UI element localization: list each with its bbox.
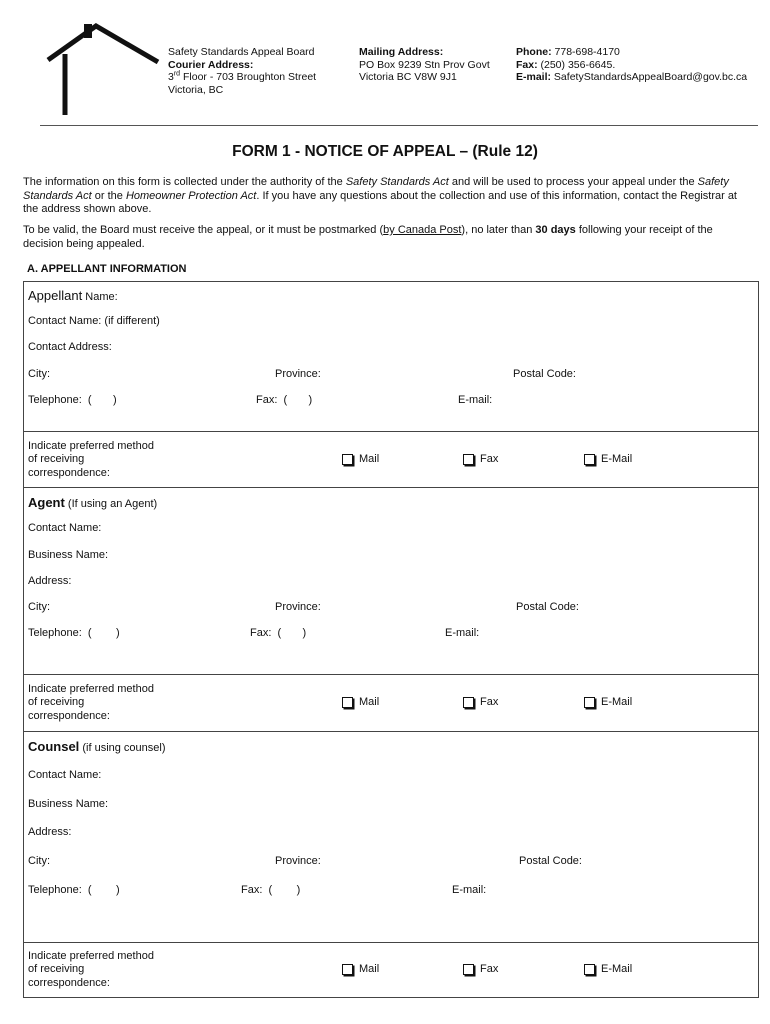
counsel-preferred-method-label: Indicate preferred method of receiving correspondence: (28, 950, 154, 989)
agent-contact-name-field[interactable]: Contact Name: (28, 522, 102, 534)
divider-pref-agent (23, 487, 759, 488)
agent-email-field[interactable]: E-mail: (445, 627, 480, 639)
agent-heading: Agent (If using an Agent) (28, 495, 158, 510)
agent-preferred-method-label: Indicate preferred method of receiving correspondence: (28, 683, 154, 722)
appellant-fax-field[interactable]: Fax: ( ) (256, 394, 313, 406)
agent-fax-checkbox[interactable]: Fax (463, 696, 498, 708)
agent-city-field[interactable]: City: (28, 601, 50, 613)
counsel-heading: Counsel (if using counsel) (28, 739, 166, 754)
fax-line: Fax: (250) 356-6645. (516, 58, 616, 71)
floor-line: 3rd Floor - 703 Broughton Street (168, 70, 317, 83)
mailing-line1: PO Box 9239 Stn Prov Govt (359, 58, 490, 71)
agent-province-field[interactable]: Province: (275, 601, 321, 613)
agent-business-name-field[interactable]: Business Name: (28, 549, 109, 561)
divider-pref-counsel (23, 731, 759, 732)
appellant-name-field[interactable]: Appellant Name: (28, 288, 118, 303)
counsel-fax-checkbox[interactable]: Fax (463, 963, 498, 975)
counsel-telephone-field[interactable]: Telephone: ( ) (28, 884, 120, 896)
divider-agent-pref (23, 674, 759, 675)
appellant-postal-code-field[interactable]: Postal Code: (513, 368, 576, 380)
counsel-email-field[interactable]: E-mail: (452, 884, 487, 896)
appellant-contact-address-field[interactable]: Contact Address: (28, 341, 112, 353)
intro-paragraph-1: The information on this form is collected under the authority of the Safety Standards Act and will be used to process your appeal under the Safety Standards Act or the Homeowner Protection Act. If you have any questions about the collection and use of this information, contact the Registrar at the address shown above. (23, 176, 737, 216)
contact-info (516, 46, 747, 84)
appellant-preferred-method-label: Indicate preferred method of receiving correspondence: (28, 440, 154, 479)
agent-fax-field[interactable]: Fax: ( ) (250, 627, 307, 639)
board-name: Safety Standards Appeal Board (168, 46, 315, 58)
courier-label: Courier Address: (168, 58, 254, 71)
appellant-province-field[interactable]: Province: (275, 368, 321, 380)
counsel-email-checkbox[interactable]: E-Mail (584, 963, 632, 975)
counsel-mail-checkbox[interactable]: Mail (342, 963, 379, 975)
divider-appellant-pref (23, 431, 759, 432)
counsel-fax-field[interactable]: Fax: ( ) (241, 884, 301, 896)
mailing-label: Mailing Address: (359, 46, 444, 58)
agent-telephone-field[interactable]: Telephone: ( ) (28, 627, 120, 639)
phone-line: Phone: 778-698-4170 (516, 46, 620, 58)
appellant-city-field[interactable]: City: (28, 368, 50, 380)
counsel-province-field[interactable]: Province: (275, 855, 321, 867)
section-a-heading: A. APPELLANT INFORMATION (27, 263, 187, 275)
agent-email-checkbox[interactable]: E-Mail (584, 696, 632, 708)
counsel-postal-code-field[interactable]: Postal Code: (519, 855, 582, 867)
counsel-business-name-field[interactable]: Business Name: (28, 798, 109, 810)
appellant-telephone-field[interactable]: Telephone: ( ) (28, 394, 117, 406)
form-title: FORM 1 - NOTICE OF APPEAL – (Rule 12) (232, 143, 538, 160)
counsel-contact-name-field[interactable]: Contact Name: (28, 769, 102, 781)
appellant-fax-checkbox[interactable]: Fax (463, 453, 498, 465)
counsel-address-field[interactable]: Address: (28, 826, 72, 838)
board-address (168, 46, 316, 96)
agent-mail-checkbox[interactable]: Mail (342, 696, 379, 708)
header-divider (40, 125, 758, 126)
agent-address-field[interactable]: Address: (28, 575, 72, 587)
email-line: E-mail: SafetyStandardsAppealBoard@gov.bc.ca (516, 71, 748, 83)
counsel-city-field[interactable]: City: (28, 855, 50, 867)
intro-paragraph-2: To be valid, the Board must receive the appeal, or it must be postmarked (by Canada Post), no later than 30 days following your receipt of the decision being appealed. (23, 224, 713, 250)
agent-postal-code-field[interactable]: Postal Code: (516, 601, 579, 613)
divider-counsel-pref (23, 942, 759, 943)
city-line: Victoria, BC (168, 83, 224, 96)
appellant-mail-checkbox[interactable]: Mail (342, 453, 379, 465)
appellant-contact-name-field[interactable]: Contact Name: (if different) (28, 315, 160, 327)
appellant-form-box (23, 281, 759, 998)
mailing-address (359, 46, 490, 84)
house-logo (44, 20, 164, 120)
appellant-email-checkbox[interactable]: E-Mail (584, 453, 632, 465)
mailing-line2: Victoria BC V8W 9J1 (359, 71, 457, 83)
appellant-email-field[interactable]: E-mail: (458, 394, 493, 406)
